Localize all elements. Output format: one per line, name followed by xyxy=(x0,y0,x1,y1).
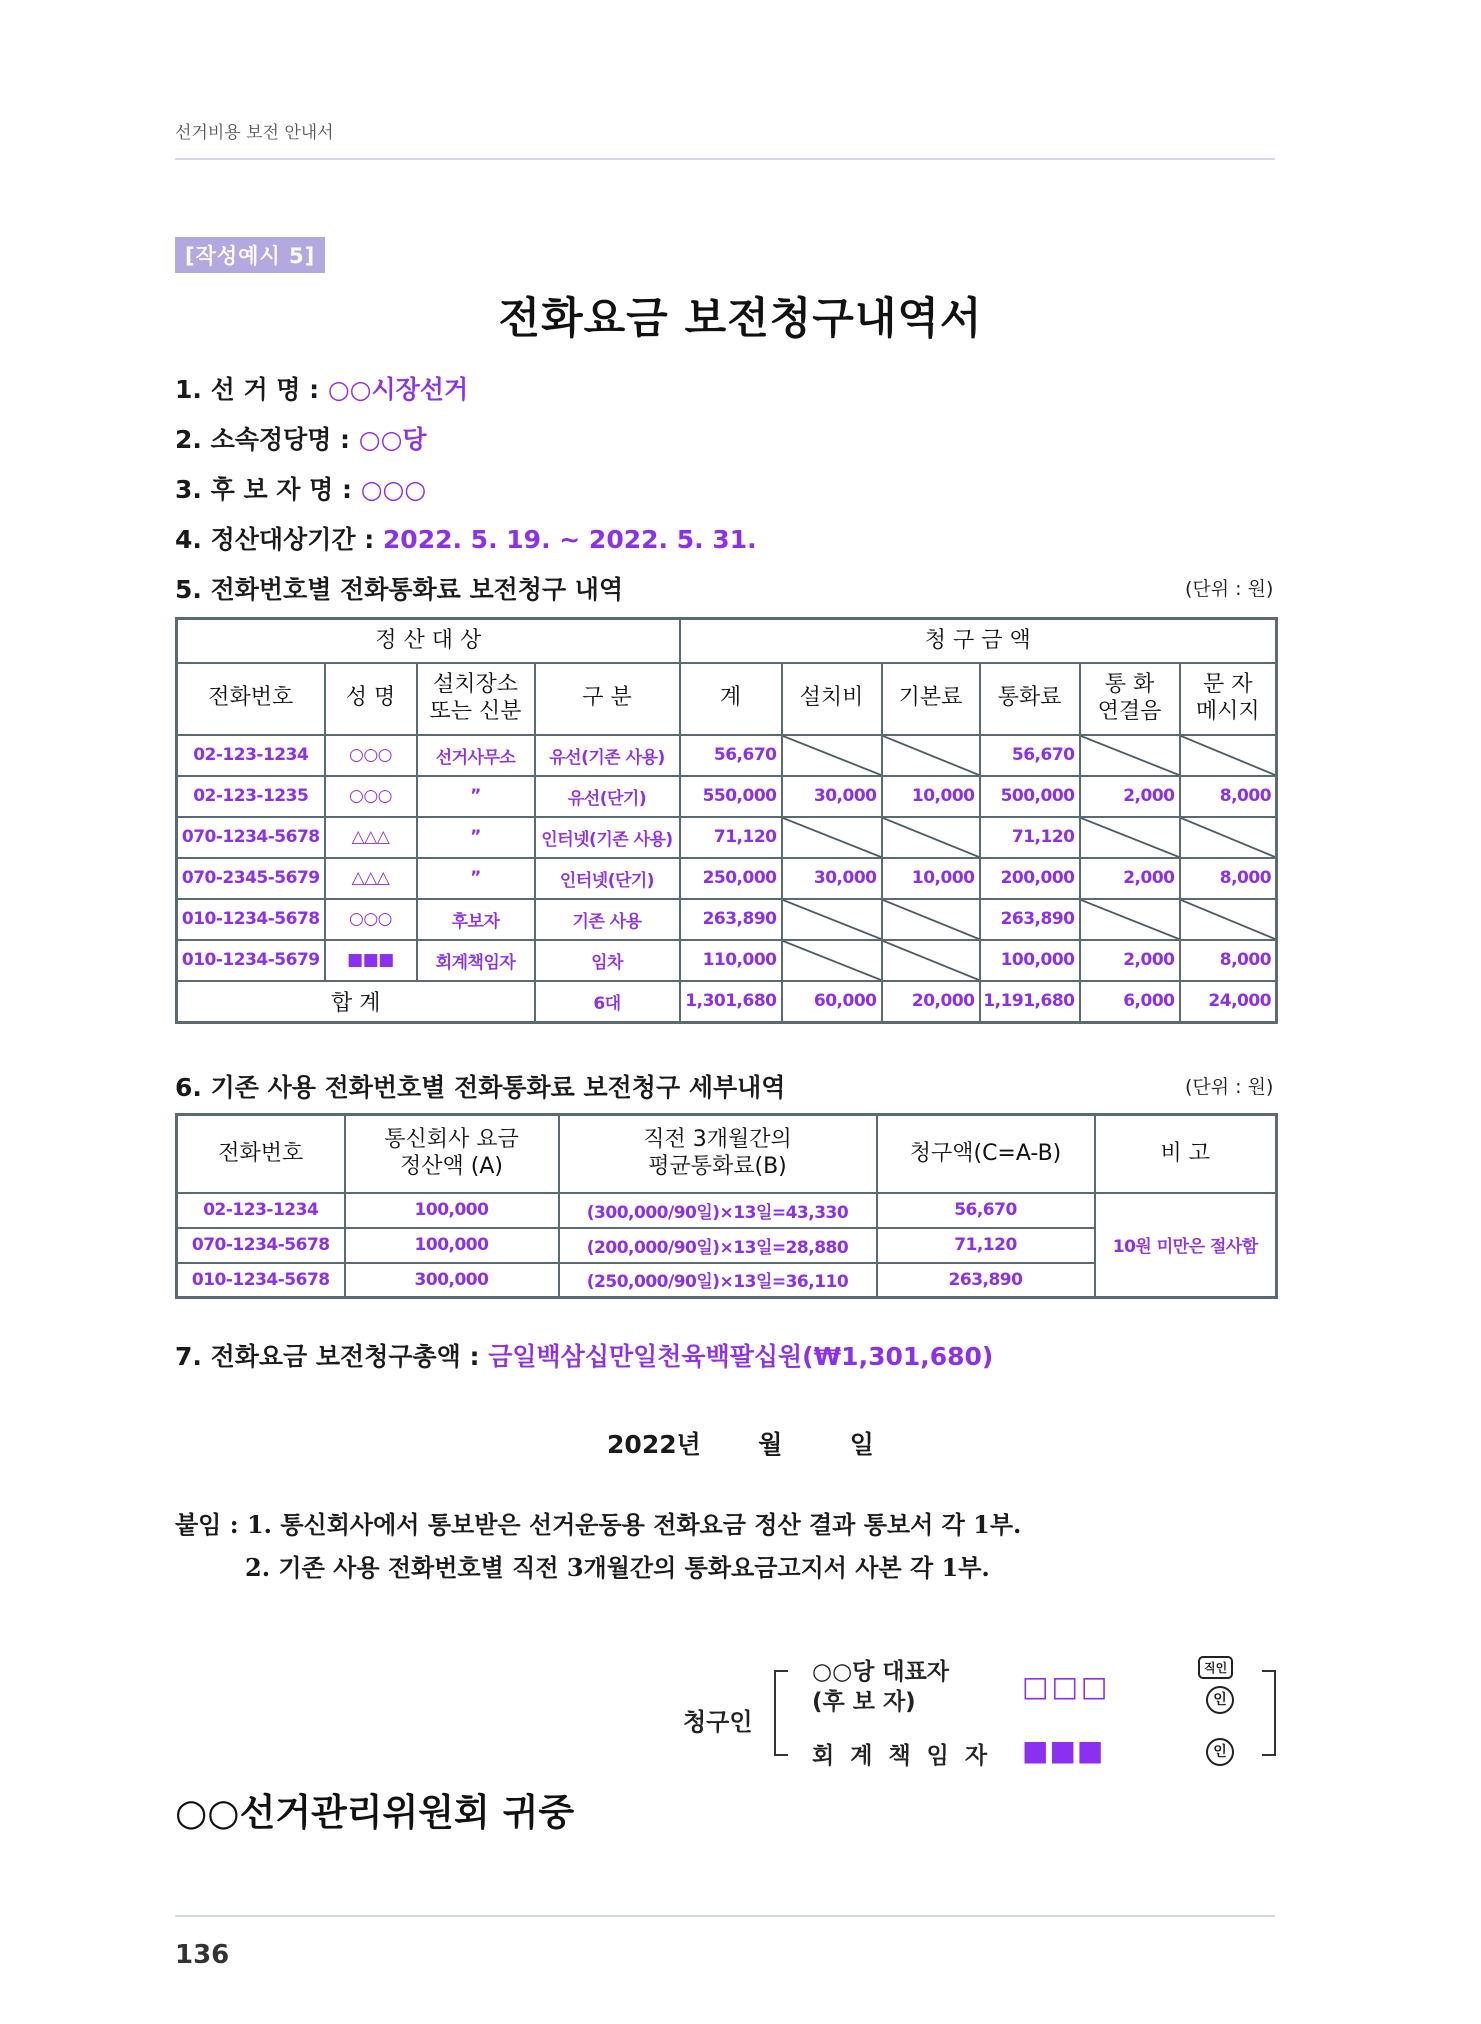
table-row xyxy=(177,899,1277,940)
total-sum: 1,301,680 xyxy=(680,981,782,1023)
field-value: ○○당 xyxy=(358,425,427,454)
cell-call: 200,000 xyxy=(980,858,1080,899)
cell-total: 110,000 xyxy=(680,940,782,981)
total-basic: 20,000 xyxy=(882,981,980,1023)
cell-phone: 010-1234-5679 xyxy=(177,940,325,981)
cell-name: △△△ xyxy=(325,858,417,899)
official-seal-icon xyxy=(1198,1656,1233,1679)
col-header: 계 xyxy=(680,663,782,735)
field-label: 1. 선 거 명 : xyxy=(175,375,328,404)
attachments xyxy=(175,1505,1021,1583)
date-day: 일 xyxy=(849,1430,874,1459)
accountant-label: 회 계 책 임 자 xyxy=(812,1743,992,1769)
rep-line1: ○○당 대표자 xyxy=(812,1659,950,1685)
running-header: 선거비용 보전 안내서 xyxy=(175,123,334,143)
field-label: 2. 소속정당명 : xyxy=(175,425,359,454)
cell-empty-diagonal xyxy=(882,899,980,940)
cell-place: 선거사무소 xyxy=(417,735,535,776)
cell-empty-diagonal xyxy=(1080,899,1180,940)
cell-ring: 2,000 xyxy=(1080,858,1180,899)
cell-phone: 010-1234-5678 xyxy=(177,899,325,940)
cell-sms: 8,000 xyxy=(1180,858,1277,899)
group-header-amount: 청 구 금 액 xyxy=(680,619,1277,663)
col-header: 구 분 xyxy=(535,663,680,735)
cell-settlement: 300,000 xyxy=(345,1263,559,1298)
col-header: 문 자 메시지 xyxy=(1180,663,1277,735)
representative-label xyxy=(812,1657,949,1717)
cell-type: 임차 xyxy=(535,940,680,981)
rep-line2: (후 보 자) xyxy=(812,1689,916,1715)
col-header: 설치비 xyxy=(782,663,882,735)
rep-name: □□□ xyxy=(1022,1670,1111,1703)
cell-install: 30,000 xyxy=(782,858,882,899)
section5-unit: (단위 : 원) xyxy=(1185,578,1274,600)
cell-empty-diagonal xyxy=(882,940,980,981)
date-year: 2022년 xyxy=(607,1430,701,1459)
cell-phone: 070-2345-5679 xyxy=(177,858,325,899)
cell-total: 250,000 xyxy=(680,858,782,899)
col-header: 전화번호 xyxy=(177,663,325,735)
cell-type: 기존 사용 xyxy=(535,899,680,940)
table-row xyxy=(177,735,1277,776)
field-election xyxy=(175,370,468,406)
cell-place: 회계책임자 xyxy=(417,940,535,981)
cell-name: ○○○ xyxy=(325,899,417,940)
cell-settlement: 100,000 xyxy=(345,1193,559,1228)
cell-name: △△△ xyxy=(325,817,417,858)
cell-total: 71,120 xyxy=(680,817,782,858)
addressee: ○○선거관리위원회 귀중 xyxy=(175,1791,575,1834)
cell-empty-diagonal xyxy=(882,735,980,776)
date-month: 월 xyxy=(758,1430,783,1459)
cell-sms: 8,000 xyxy=(1180,776,1277,817)
section5-table xyxy=(175,617,1278,1024)
representative-name xyxy=(1022,1670,1110,1703)
cell-total: 56,670 xyxy=(680,735,782,776)
cell-call: 500,000 xyxy=(980,776,1080,817)
cell-place: ” xyxy=(417,858,535,899)
total-call: 1,191,680 xyxy=(980,981,1080,1023)
total-ring: 6,000 xyxy=(1080,981,1180,1023)
attachments-lead: 붙임 : xyxy=(175,1510,247,1539)
cell-claim: 56,670 xyxy=(877,1193,1095,1228)
cell-empty-diagonal xyxy=(882,817,980,858)
seal-icon xyxy=(1206,1686,1234,1714)
section7 xyxy=(175,1337,993,1373)
col-header: 청구액(C=A-B) xyxy=(877,1115,1095,1193)
col-header: 통 화 연결음 xyxy=(1080,663,1180,735)
cell-empty-diagonal xyxy=(1180,735,1277,776)
claimant-label: 청구인 xyxy=(683,1708,753,1736)
cell-phone: 02-123-1234 xyxy=(177,1193,345,1228)
cell-call: 100,000 xyxy=(980,940,1080,981)
field-label: 3. 후 보 자 명 : xyxy=(175,475,361,504)
accountant-name xyxy=(1022,1734,1104,1767)
total-type: 6대 xyxy=(535,981,680,1023)
cell-total: 263,890 xyxy=(680,899,782,940)
cell-place: ” xyxy=(417,817,535,858)
cell-name: ○○○ xyxy=(325,776,417,817)
col-header: 직전 3개월간의 평균통화료(B) xyxy=(559,1115,877,1193)
cell-note: 10원 미만은 절사함 xyxy=(1095,1193,1277,1298)
seal-mark: 인 xyxy=(1206,1686,1234,1714)
cell-type: 인터넷(단기) xyxy=(535,858,680,899)
cell-place: 후보자 xyxy=(417,899,535,940)
cell-sms: 8,000 xyxy=(1180,940,1277,981)
seal-stamp: 직인 xyxy=(1198,1656,1233,1679)
cell-basic: 10,000 xyxy=(882,776,980,817)
col-header: 전화번호 xyxy=(177,1115,345,1193)
col-header: 기본료 xyxy=(882,663,980,735)
field-value: ○○○ xyxy=(360,475,427,504)
cell-average: (300,000/90일)×13일=43,330 xyxy=(559,1193,877,1228)
col-header: 통화료 xyxy=(980,663,1080,735)
cell-empty-diagonal xyxy=(782,817,882,858)
section7-label: 7. 전화요금 보전청구총액 : xyxy=(175,1342,489,1371)
cell-type: 유선(단기) xyxy=(535,776,680,817)
cell-phone: 070-1234-5678 xyxy=(177,1228,345,1263)
attachment-item: 2. 기존 사용 전화번호별 직전 3개월간의 통화요금고지서 사본 각 1부. xyxy=(245,1553,990,1582)
cell-settlement: 100,000 xyxy=(345,1228,559,1263)
cell-ring: 2,000 xyxy=(1080,940,1180,981)
table-row xyxy=(177,817,1277,858)
field-label: 4. 정산대상기간 : xyxy=(175,525,383,554)
field-period xyxy=(175,520,757,556)
col-header: 성 명 xyxy=(325,663,417,735)
right-bracket xyxy=(1262,1670,1276,1756)
page-number: 136 xyxy=(175,1940,230,1970)
field-value: ○○시장선거 xyxy=(327,375,469,404)
cell-call: 263,890 xyxy=(980,899,1080,940)
seal-mark: 인 xyxy=(1206,1738,1234,1766)
cell-name: ○○○ xyxy=(325,735,417,776)
cell-type: 인터넷(기존 사용) xyxy=(535,817,680,858)
cell-phone: 02-123-1234 xyxy=(177,735,325,776)
cell-ring: 2,000 xyxy=(1080,776,1180,817)
cell-empty-diagonal xyxy=(782,940,882,981)
attachment-item: 1. 통신회사에서 통보받은 선거운동용 전화요금 정산 결과 통보서 각 1부. xyxy=(246,1510,1022,1539)
cell-claim: 263,890 xyxy=(877,1263,1095,1298)
section7-value: 금일백삼십만일천육백팔십원(₩1,301,680) xyxy=(488,1342,994,1371)
table-row xyxy=(177,858,1277,899)
table-row xyxy=(177,776,1277,817)
cell-empty-diagonal xyxy=(1180,899,1277,940)
table-total-row xyxy=(177,981,1277,1023)
section6-heading: 6. 기존 사용 전화번호별 전화통화료 보전청구 세부내역 xyxy=(175,1073,786,1102)
cell-place: ” xyxy=(417,776,535,817)
cell-empty-diagonal xyxy=(1080,735,1180,776)
cell-call: 56,670 xyxy=(980,735,1080,776)
cell-empty-diagonal xyxy=(1180,817,1277,858)
cell-basic: 10,000 xyxy=(882,858,980,899)
col-header: 비 고 xyxy=(1095,1115,1277,1193)
total-label: 합 계 xyxy=(177,981,535,1023)
cell-empty-diagonal xyxy=(782,735,882,776)
group-header-target: 정 산 대 상 xyxy=(177,619,680,663)
table-row xyxy=(177,1193,1277,1228)
col-header: 통신회사 요금 정산액 (A) xyxy=(345,1115,559,1193)
footer-divider xyxy=(175,1915,1275,1917)
cell-phone: 010-1234-5678 xyxy=(177,1263,345,1298)
cell-claim: 71,120 xyxy=(877,1228,1095,1263)
section6-unit: (단위 : 원) xyxy=(1185,1076,1274,1098)
total-sms: 24,000 xyxy=(1180,981,1277,1023)
seal-icon xyxy=(1206,1738,1234,1766)
cell-phone: 070-1234-5678 xyxy=(177,817,325,858)
cell-empty-diagonal xyxy=(782,899,882,940)
cell-call: 71,120 xyxy=(980,817,1080,858)
field-value: 2022. 5. 19. ~ 2022. 5. 31. xyxy=(382,525,757,554)
date-line xyxy=(0,1425,1481,1461)
table-row xyxy=(177,940,1277,981)
example-tag: [작성예시 5] xyxy=(175,237,325,273)
header-divider xyxy=(175,158,1275,160)
cell-empty-diagonal xyxy=(1080,817,1180,858)
section6-table xyxy=(175,1113,1278,1299)
total-install: 60,000 xyxy=(782,981,882,1023)
col-header: 설치장소 또는 신분 xyxy=(417,663,535,735)
left-bracket xyxy=(774,1670,788,1756)
cell-total: 550,000 xyxy=(680,776,782,817)
field-party xyxy=(175,420,427,456)
cell-average: (250,000/90일)×13일=36,110 xyxy=(559,1263,877,1298)
cell-install: 30,000 xyxy=(782,776,882,817)
acct-name: ■■■ xyxy=(1022,1734,1105,1767)
cell-type: 유선(기존 사용) xyxy=(535,735,680,776)
cell-name: ■■■ xyxy=(325,940,417,981)
field-candidate xyxy=(175,470,426,506)
page-title: 전화요금 보전청구내역서 xyxy=(498,294,983,344)
cell-phone: 02-123-1235 xyxy=(177,776,325,817)
section5-heading: 5. 전화번호별 전화통화료 보전청구 내역 xyxy=(175,575,624,604)
cell-average: (200,000/90일)×13일=28,880 xyxy=(559,1228,877,1263)
